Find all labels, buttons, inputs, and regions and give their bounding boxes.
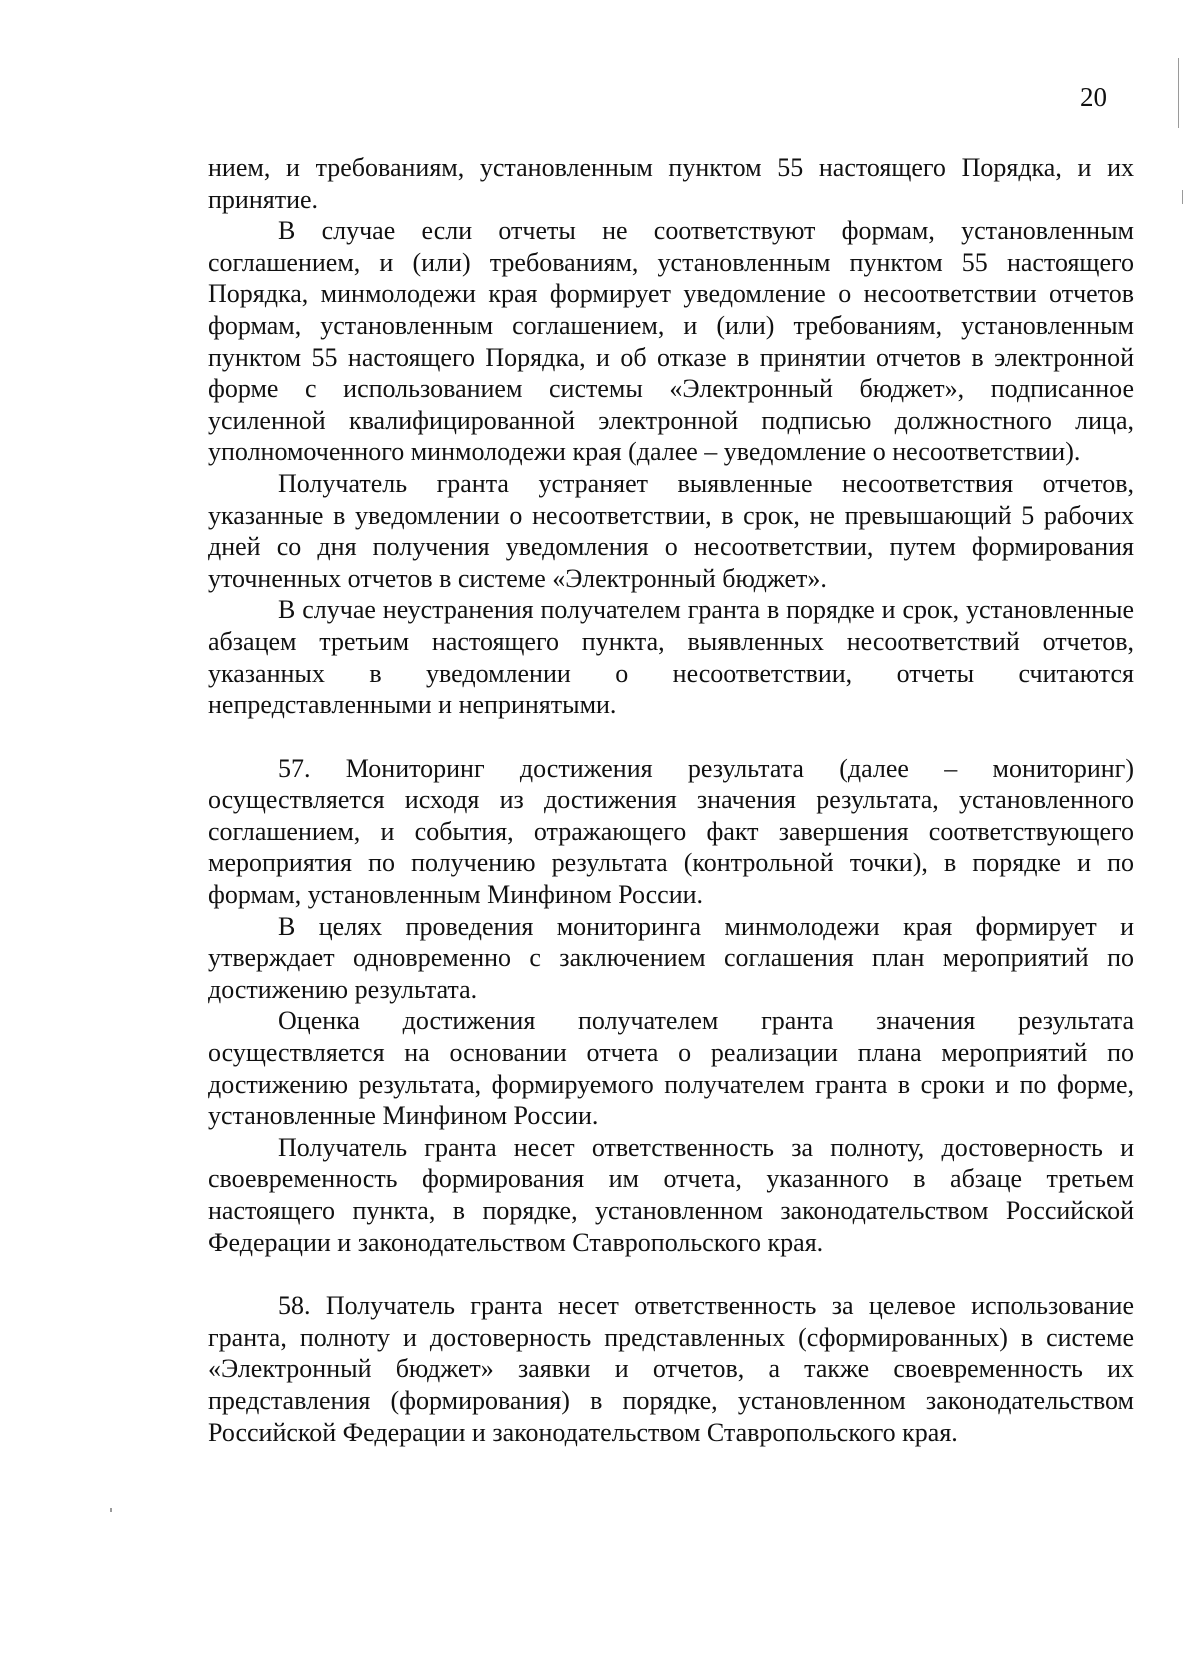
paragraph-item-58: 58. Получатель гранта несет ответственность за целевое использование гранта, полноту и достоверность представленных (сформированных) в системе «Электронный бюджет» заявки и отчетов, а также своевременность их представления (формирования) в порядке, установленном законодательством Российской Федерации и законодательством Ставропольского края.	[208, 1291, 1134, 1447]
paragraph: Получатель гранта устраняет выявленные несоответствия отчетов, указанные в уведомлении о несоответствии, в срок, не превышающий 5 рабочих дней со дня получения уведомления о несоответствии, путем формирования уточненных отчетов в системе «Электронный бюджет».	[208, 468, 1134, 593]
paragraph: Оценка достижения получателем гранта значения результата осуществляется на основании отчета о реализации плана мероприятий по достижению результата, формируемого получателем гранта в сроки и по форме, установленные Минфином России.	[208, 1006, 1134, 1131]
document-body	[208, 152, 1134, 1448]
paragraph-item-57: 57. Мониторинг достижения результата (далее – мониторинг) осуществляется исходя из достижения значения результата, установленного соглашением, и события, отражающего факт завершения соответствующего мероприятия по получению результата (контрольной точки), в порядке и по формам, установленным Минфином России.	[208, 753, 1134, 910]
paragraph: В случае неустранения получателем гранта в порядке и срок, установленные абзацем третьим настоящего пункта, выявленных несоответствий отчетов, указанных в уведомлении о несоответствии, отчеты считаются непредставленными и непринятыми.	[208, 595, 1134, 720]
paragraph: В целях проведения мониторинга минмолодежи края формирует и утверждает одновременно с заключением соглашения план мероприятий по достижению результата.	[208, 911, 1134, 1004]
paragraph: В случае если отчеты не соответствуют формам, установленным соглашением, и (или) требованиям, установленным пунктом 55 настоящего Порядка, минмолодежи края формирует уведомление о несоответствии отчетов формам, установленным соглашением, и (или) требованиям, установленным пунктом 55 настоящего Порядка, и об отказе в принятии отчетов в электронной форме с использованием системы «Электронный бюджет», подписанное усиленной квалифицированной электронной подписью должностного лица, уполномоченного минмолодежи края (далее – уведомление о несоответствии).	[208, 216, 1134, 467]
paragraph: Получатель гранта несет ответственность за полноту, достоверность и своевременность формирования им отчета, указанного в абзаце третьем настоящего пункта, в порядке, установленном законодательством Российской Федерации и законодательством Ставропольского края.	[208, 1132, 1134, 1257]
paragraph-continuation: нием, и требованиям, установленным пунктом 55 настоящего Порядка, и их принятие.	[208, 153, 1134, 214]
page-number: 20	[1080, 82, 1107, 112]
scan-margin-mark	[1182, 190, 1183, 204]
scan-margin-mark	[110, 1508, 112, 1512]
scan-margin-mark	[1178, 58, 1179, 128]
